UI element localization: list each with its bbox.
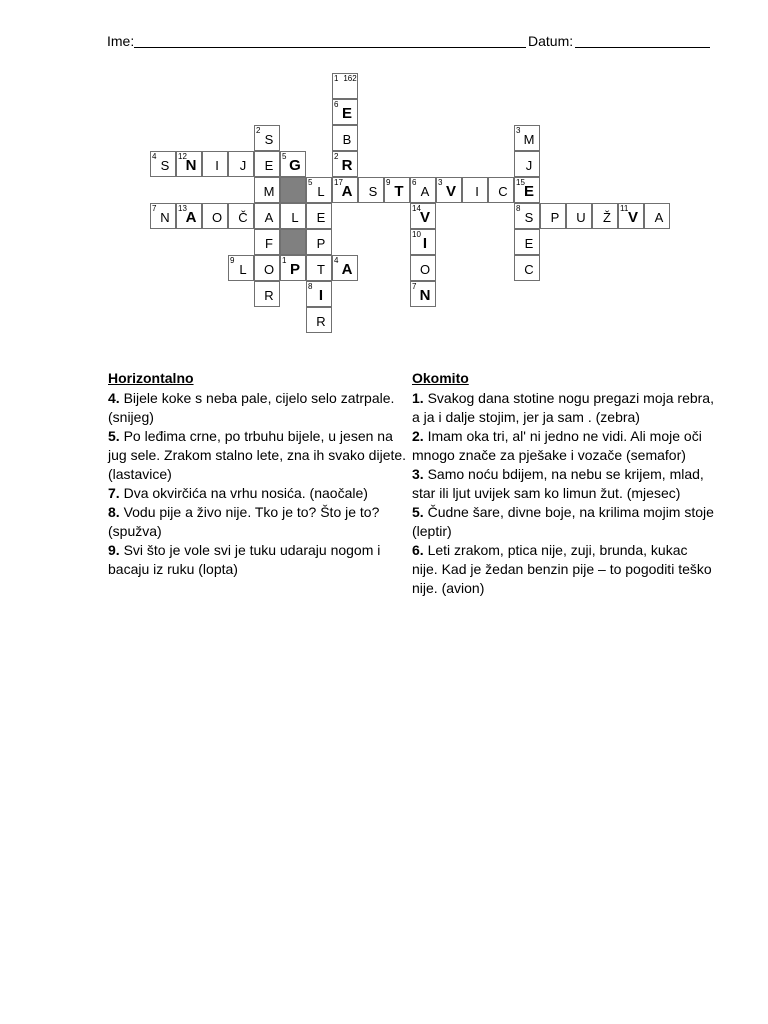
horizontal-title: Horizontalno bbox=[108, 370, 194, 386]
cell-letter: O bbox=[263, 261, 275, 277]
cell-letter: J bbox=[525, 157, 533, 173]
cell-letter: 162 bbox=[343, 73, 357, 83]
clue-text: Bijele koke s neba pale, cijelo selo zatrpale. (snijeg) bbox=[108, 390, 395, 425]
cell-letter: I bbox=[318, 286, 324, 304]
clue-number: 2. bbox=[412, 428, 424, 444]
clue-text: Imam oka tri, al' ni jedno ne vidi. Ali moje oči mnogo znače za pješake i vozače (semafor) bbox=[412, 428, 702, 463]
cell-letter: F bbox=[265, 235, 273, 251]
crossword-cell[interactable] bbox=[514, 125, 540, 151]
crossword-cell[interactable] bbox=[462, 177, 488, 203]
crossword-black-cell bbox=[280, 229, 306, 255]
clue-number: 1. bbox=[412, 390, 424, 406]
clue-number: 3. bbox=[412, 466, 424, 482]
cell-letter: U bbox=[576, 209, 586, 225]
clue-number: 4. bbox=[108, 390, 120, 406]
cell-letter: R bbox=[316, 313, 326, 329]
crossword-cell[interactable] bbox=[332, 177, 358, 203]
cell-letter: L bbox=[317, 183, 325, 199]
cell-number: 12 bbox=[178, 152, 187, 161]
clue-item bbox=[412, 427, 717, 465]
cell-number: 7 bbox=[412, 282, 417, 291]
crossword-cell[interactable] bbox=[306, 255, 332, 281]
cell-letter: A bbox=[264, 209, 274, 225]
cell-letter: E bbox=[523, 182, 534, 200]
cell-letter: M bbox=[263, 183, 275, 199]
clue-text: Čudne šare, divne boje, na krilima mojim stoje (leptir) bbox=[412, 504, 714, 539]
cell-number: 8 bbox=[308, 282, 313, 291]
cell-letter: P bbox=[289, 260, 300, 278]
clue-text: Svakog dana stotine nogu pregazi moja rebra, a ja i dalje stojim, jer ja sam . (zebra) bbox=[412, 390, 714, 425]
crossword-cell[interactable] bbox=[358, 177, 384, 203]
crossword-cell[interactable] bbox=[618, 203, 644, 229]
crossword-cell[interactable] bbox=[592, 203, 618, 229]
crossword-cell[interactable] bbox=[306, 307, 332, 333]
cell-number: 7 bbox=[152, 204, 157, 213]
cell-letter: G bbox=[289, 156, 301, 174]
clue-text: Po leđima crne, po trbuhu bijele, u jesen na jug sele. Zrakom stalno lete, zna ih svako dijete. (lastavice) bbox=[108, 428, 407, 482]
crossword-cell[interactable] bbox=[436, 177, 462, 203]
crossword-cell[interactable] bbox=[306, 229, 332, 255]
clue-number: 8. bbox=[108, 504, 120, 520]
crossword-cell[interactable] bbox=[254, 203, 280, 229]
cell-letter: P bbox=[550, 209, 560, 225]
cell-letter: I bbox=[422, 234, 428, 252]
cell-letter: B bbox=[342, 131, 352, 147]
cell-number: 4 bbox=[334, 256, 339, 265]
cell-number: 8 bbox=[516, 204, 521, 213]
crossword-cell[interactable] bbox=[514, 255, 540, 281]
cell-letter: E bbox=[524, 235, 534, 251]
cell-letter: I bbox=[475, 183, 479, 199]
crossword-cell[interactable] bbox=[228, 151, 254, 177]
crossword-cell[interactable] bbox=[514, 151, 540, 177]
cell-letter: N bbox=[185, 156, 197, 174]
crossword-cell[interactable] bbox=[150, 203, 176, 229]
crossword-cell[interactable] bbox=[280, 151, 306, 177]
cell-letter: E bbox=[264, 157, 274, 173]
crossword-cell[interactable] bbox=[410, 177, 436, 203]
crossword-cell[interactable] bbox=[306, 281, 332, 307]
cell-letter: A bbox=[341, 182, 353, 200]
cell-number: 13 bbox=[178, 204, 187, 213]
cell-number: 1 bbox=[282, 256, 287, 265]
vertical-title: Okomito bbox=[412, 370, 469, 386]
crossword-cell[interactable] bbox=[410, 255, 436, 281]
clue-item bbox=[412, 541, 717, 598]
crossword-cell[interactable] bbox=[306, 177, 332, 203]
cell-letter: M bbox=[523, 131, 535, 147]
cell-letter: P bbox=[316, 235, 326, 251]
crossword-cell[interactable] bbox=[332, 99, 358, 125]
cell-letter: E bbox=[341, 104, 352, 122]
clue-item bbox=[412, 465, 717, 503]
horizontal-clues bbox=[108, 369, 408, 579]
cell-number: 10 bbox=[412, 230, 421, 239]
clue-number: 5. bbox=[108, 428, 120, 444]
crossword-cell[interactable] bbox=[150, 151, 176, 177]
cell-number: 5 bbox=[308, 178, 313, 187]
crossword-cell[interactable] bbox=[514, 203, 540, 229]
clue-text: Leti zrakom, ptica nije, zuji, brunda, kukac nije. Kad je žedan benzin pije – to pogoditi teško nije. (avion) bbox=[412, 542, 712, 596]
clue-item bbox=[412, 389, 717, 427]
cell-number: 9 bbox=[230, 256, 235, 265]
cell-letter: E bbox=[316, 209, 326, 225]
date-label: Datum: bbox=[528, 33, 574, 49]
clue-number: 9. bbox=[108, 542, 120, 558]
vertical-clues bbox=[412, 369, 717, 598]
crossword-cell[interactable] bbox=[384, 177, 410, 203]
cell-letter: S bbox=[368, 183, 378, 199]
cell-number: 6 bbox=[412, 178, 417, 187]
clue-item bbox=[108, 427, 408, 484]
cell-letter: S bbox=[160, 157, 170, 173]
cell-letter: T bbox=[317, 261, 325, 277]
clue-text: Svi što je vole svi je tuku udaraju nogom i bacaju iz ruku (lopta) bbox=[108, 542, 381, 577]
cell-letter: L bbox=[291, 209, 299, 225]
cell-letter: N bbox=[419, 286, 431, 304]
cell-letter: S bbox=[524, 209, 534, 225]
crossword-cell[interactable] bbox=[254, 125, 280, 151]
name-label: Ime: bbox=[107, 33, 135, 49]
clue-item bbox=[108, 503, 408, 541]
clue-item bbox=[108, 541, 408, 579]
cell-letter: A bbox=[341, 260, 353, 278]
crossword-cell[interactable] bbox=[514, 177, 540, 203]
cell-letter: Č bbox=[238, 209, 248, 225]
crossword-cell[interactable] bbox=[306, 203, 332, 229]
crossword-cell[interactable] bbox=[566, 203, 592, 229]
cell-number: 4 bbox=[152, 152, 157, 161]
cell-letter: L bbox=[239, 261, 247, 277]
cell-letter: V bbox=[627, 208, 638, 226]
cell-letter: O bbox=[211, 209, 223, 225]
crossword-cell[interactable] bbox=[332, 125, 358, 151]
clue-text: Vodu pije a živo nije. Tko je to? Što je to? (spužva) bbox=[108, 504, 380, 539]
cell-letter: A bbox=[654, 209, 664, 225]
cell-number: 5 bbox=[282, 152, 287, 161]
crossword-cell[interactable] bbox=[280, 255, 306, 281]
clue-item bbox=[412, 503, 717, 541]
crossword-cell[interactable] bbox=[228, 255, 254, 281]
cell-letter: R bbox=[264, 287, 274, 303]
crossword-cell[interactable] bbox=[332, 73, 358, 99]
crossword-cell[interactable] bbox=[332, 255, 358, 281]
cell-number: 11 bbox=[620, 204, 629, 213]
crossword-cell[interactable] bbox=[410, 203, 436, 229]
clue-text: Samo noću bdijem, na nebu se krijem, mlad, star ili ljut uvijek sam ko limun žut. (mjesec) bbox=[412, 466, 704, 501]
clue-item bbox=[108, 389, 408, 427]
crossword-grid bbox=[0, 0, 768, 360]
crossword-cell[interactable] bbox=[176, 151, 202, 177]
clue-number: 6. bbox=[412, 542, 424, 558]
crossword-cell[interactable] bbox=[410, 229, 436, 255]
cell-number: 2 bbox=[334, 152, 339, 161]
crossword-cell[interactable] bbox=[254, 229, 280, 255]
cell-number: 17 bbox=[334, 178, 343, 187]
cell-number: 2 bbox=[256, 126, 261, 135]
crossword-cell[interactable] bbox=[254, 151, 280, 177]
crossword-cell[interactable] bbox=[254, 255, 280, 281]
cell-letter: T bbox=[394, 182, 404, 200]
crossword-cell[interactable] bbox=[514, 229, 540, 255]
clue-number: 5. bbox=[412, 504, 424, 520]
clue-item bbox=[108, 484, 408, 503]
cell-letter: C bbox=[498, 183, 508, 199]
cell-number: 1 bbox=[334, 74, 339, 83]
crossword-cell[interactable] bbox=[176, 203, 202, 229]
cell-number: 15 bbox=[516, 178, 525, 187]
cell-letter: V bbox=[419, 208, 430, 226]
cell-letter: Ž bbox=[603, 209, 611, 225]
cell-letter: V bbox=[445, 182, 456, 200]
crossword-cell[interactable] bbox=[540, 203, 566, 229]
crossword-cell[interactable] bbox=[202, 203, 228, 229]
cell-letter: A bbox=[185, 208, 197, 226]
cell-letter: N bbox=[160, 209, 170, 225]
crossword-black-cell bbox=[280, 177, 306, 203]
cell-number: 3 bbox=[516, 126, 521, 135]
crossword-cell[interactable] bbox=[254, 177, 280, 203]
cell-letter: R bbox=[341, 156, 353, 174]
cell-letter: A bbox=[420, 183, 430, 199]
cell-number: 3 bbox=[438, 178, 443, 187]
crossword-cell[interactable] bbox=[644, 203, 670, 229]
clue-text: Dva okvirčića na vrhu nosića. (naočale) bbox=[119, 485, 368, 501]
crossword-cell[interactable] bbox=[410, 281, 436, 307]
cell-letter: C bbox=[524, 261, 534, 277]
crossword-cell[interactable] bbox=[488, 177, 514, 203]
cell-letter: O bbox=[419, 261, 431, 277]
crossword-cell[interactable] bbox=[332, 151, 358, 177]
cell-letter: J bbox=[239, 157, 247, 173]
crossword-cell[interactable] bbox=[202, 151, 228, 177]
crossword-cell[interactable] bbox=[228, 203, 254, 229]
clue-number: 7. bbox=[108, 485, 120, 501]
cell-number: 14 bbox=[412, 204, 421, 213]
crossword-cell[interactable] bbox=[254, 281, 280, 307]
crossword-cell[interactable] bbox=[280, 203, 306, 229]
cell-number: 9 bbox=[386, 178, 391, 187]
cell-letter: S bbox=[264, 131, 274, 147]
cell-number: 6 bbox=[334, 100, 339, 109]
cell-letter: I bbox=[215, 157, 219, 173]
